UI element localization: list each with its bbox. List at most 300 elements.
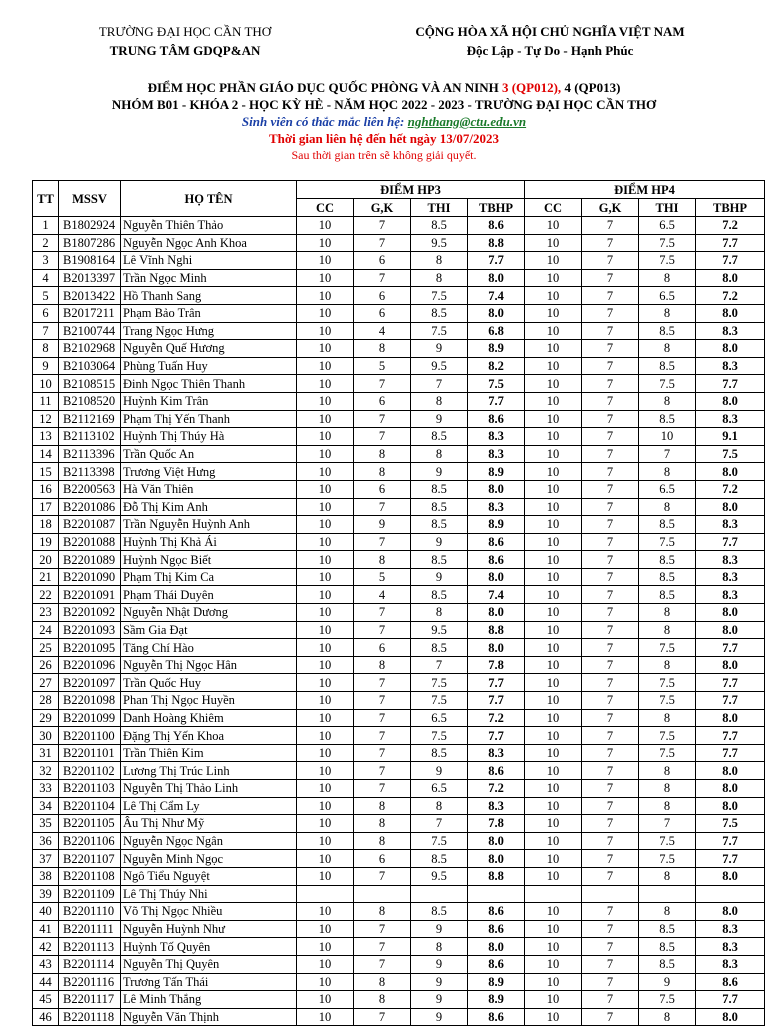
hp4-cc: 10 <box>525 322 582 340</box>
hp4-tbhp: 8.3 <box>696 568 765 586</box>
hp3-gk: 8 <box>354 463 411 481</box>
hp3-tbhp: 8.0 <box>468 568 525 586</box>
hp4-thi: 8 <box>639 304 696 322</box>
student-name: Lê Vĩnh Nghi <box>121 252 297 270</box>
contact-email-link[interactable]: nghthang@ctu.edu.vn <box>407 114 527 129</box>
hp4-thi: 8.5 <box>639 410 696 428</box>
deadline-note: Sau thời gian trên sẽ không giải quyết. <box>291 148 477 162</box>
table-row <box>33 744 765 762</box>
hp3-thi: 8.5 <box>411 551 468 569</box>
hp3-thi: 7 <box>411 656 468 674</box>
hp4-gk: 7 <box>582 797 639 815</box>
table-row <box>33 639 765 657</box>
row-number: 3 <box>33 252 59 270</box>
student-id: B2113398 <box>59 463 121 481</box>
table-row <box>33 815 765 833</box>
hp4-gk: 7 <box>582 234 639 252</box>
student-id: B1802924 <box>59 217 121 235</box>
hp4-thi: 7.5 <box>639 727 696 745</box>
table-row <box>33 392 765 410</box>
hp3-cc: 10 <box>297 375 354 393</box>
hp4-tbhp: 8.0 <box>696 621 765 639</box>
hp3-cc: 10 <box>297 815 354 833</box>
hp4-thi: 8 <box>639 762 696 780</box>
hp4-cc: 10 <box>525 516 582 534</box>
hp4-cc: 10 <box>525 568 582 586</box>
student-name: Tăng Chí Hào <box>121 639 297 657</box>
hp4-cc: 10 <box>525 991 582 1009</box>
hp4-tbhp: 7.7 <box>696 375 765 393</box>
student-name: Sầm Gia Đạt <box>121 621 297 639</box>
hp3-gk: 7 <box>354 604 411 622</box>
hp3-cc: 10 <box>297 287 354 305</box>
hp4-thi: 7.5 <box>639 533 696 551</box>
hp4-tbhp: 8.0 <box>696 1008 765 1026</box>
student-id: B2201107 <box>59 850 121 868</box>
row-number: 31 <box>33 744 59 762</box>
hp3-thi: 9 <box>411 991 468 1009</box>
hp4-tbhp: 8.0 <box>696 604 765 622</box>
student-id: B2201101 <box>59 744 121 762</box>
student-id: B2201118 <box>59 1008 121 1026</box>
hp4-cc: 10 <box>525 375 582 393</box>
hp4-cc: 10 <box>525 533 582 551</box>
hp3-thi: 9.5 <box>411 234 468 252</box>
col-header-name: HỌ TÊN <box>121 181 297 217</box>
student-id: B1908164 <box>59 252 121 270</box>
row-number: 8 <box>33 340 59 358</box>
student-name: Nguyễn Huỳnh Như <box>121 920 297 938</box>
hp4-cc: 10 <box>525 445 582 463</box>
row-number: 12 <box>33 410 59 428</box>
hp4-thi: 10 <box>639 428 696 446</box>
table-row <box>33 498 765 516</box>
hp3-gk: 8 <box>354 551 411 569</box>
hp4-cc: 10 <box>525 744 582 762</box>
student-id: B2201110 <box>59 903 121 921</box>
student-id: B2201116 <box>59 973 121 991</box>
hp4-gk: 7 <box>582 568 639 586</box>
student-id: B2201103 <box>59 780 121 798</box>
student-id: B2108515 <box>59 375 121 393</box>
hp4-tbhp: 8.3 <box>696 516 765 534</box>
hp3-thi: 8 <box>411 604 468 622</box>
hp3-tbhp: 8.0 <box>468 269 525 287</box>
hp3-thi: 9 <box>411 410 468 428</box>
hp3-gk: 7 <box>354 762 411 780</box>
hp4-thi: 6.5 <box>639 287 696 305</box>
hp3-thi: 7 <box>411 375 468 393</box>
student-name: Trương Tấn Thái <box>121 973 297 991</box>
hp3-gk: 8 <box>354 991 411 1009</box>
student-id: B2201099 <box>59 709 121 727</box>
student-id: B2201097 <box>59 674 121 692</box>
hp3-gk: 8 <box>354 973 411 991</box>
hp3-tbhp: 7.7 <box>468 252 525 270</box>
table-row <box>33 357 765 375</box>
hp3-gk: 8 <box>354 832 411 850</box>
hp4-thi: 8.5 <box>639 357 696 375</box>
row-number: 15 <box>33 463 59 481</box>
hp4-tbhp: 7.5 <box>696 445 765 463</box>
hp3-thi: 8.5 <box>411 428 468 446</box>
group-header-hp3: ĐIỂM HP3 <box>297 181 525 199</box>
hp3-thi: 8.5 <box>411 586 468 604</box>
hp3-gk: 7 <box>354 955 411 973</box>
hp4-tbhp: 8.3 <box>696 322 765 340</box>
hp4-thi: 8 <box>639 867 696 885</box>
hp3-gk: 5 <box>354 568 411 586</box>
hp3-tbhp: 8.0 <box>468 480 525 498</box>
hp4-tbhp: 8.3 <box>696 955 765 973</box>
hp4-thi: 6.5 <box>639 217 696 235</box>
hp3-tbhp: 7.4 <box>468 287 525 305</box>
table-row <box>33 234 765 252</box>
hp4-gk: 7 <box>582 604 639 622</box>
hp3-cc: 10 <box>297 252 354 270</box>
hp4-gk: 7 <box>582 375 639 393</box>
sub-col-header: G,K <box>582 199 639 217</box>
hp4-thi: 7.5 <box>639 375 696 393</box>
student-id: B2201093 <box>59 621 121 639</box>
hp3-cc: 10 <box>297 357 354 375</box>
hp3-thi: 8 <box>411 938 468 956</box>
table-row <box>33 832 765 850</box>
hp4-thi: 7.5 <box>639 692 696 710</box>
student-name: Trần Quốc An <box>121 445 297 463</box>
sub-col-header: THI <box>639 199 696 217</box>
hp4-gk: 7 <box>582 463 639 481</box>
table-row <box>33 568 765 586</box>
student-id: B2102968 <box>59 340 121 358</box>
hp3-thi: 7 <box>411 815 468 833</box>
table-row <box>33 375 765 393</box>
row-number: 44 <box>33 973 59 991</box>
student-name: Đặng Thị Yến Khoa <box>121 727 297 745</box>
hp4-thi: 8 <box>639 463 696 481</box>
row-number: 26 <box>33 656 59 674</box>
national-title: CỘNG HÒA XÃ HỘI CHỦ NGHĨA VIỆT NAM <box>415 24 685 39</box>
hp3-cc: 10 <box>297 920 354 938</box>
row-number: 6 <box>33 304 59 322</box>
hp4-cc: 10 <box>525 357 582 375</box>
hp4-cc: 10 <box>525 498 582 516</box>
hp4-cc: 10 <box>525 234 582 252</box>
hp4-thi: 8 <box>639 621 696 639</box>
hp3-thi: 9.5 <box>411 357 468 375</box>
student-name: Nguyễn Quế Hương <box>121 340 297 358</box>
hp4-tbhp: 7.5 <box>696 815 765 833</box>
table-row <box>33 533 765 551</box>
student-name: Nguyễn Ngọc Ngân <box>121 832 297 850</box>
hp3-tbhp: 8.0 <box>468 832 525 850</box>
title-part-1: ĐIỂM HỌC PHẦN GIÁO DỤC QUỐC PHÒNG VÀ AN NINH <box>147 80 502 95</box>
hp4-thi: 7.5 <box>639 252 696 270</box>
hp3-gk: 7 <box>354 375 411 393</box>
hp3-cc: 10 <box>297 586 354 604</box>
hp4-tbhp: 8.0 <box>696 269 765 287</box>
hp4-tbhp: 8.3 <box>696 586 765 604</box>
row-number: 7 <box>33 322 59 340</box>
hp3-tbhp: 8.6 <box>468 217 525 235</box>
hp4-thi: 8 <box>639 656 696 674</box>
table-row <box>33 674 765 692</box>
hp4-tbhp: 7.7 <box>696 252 765 270</box>
hp3-tbhp: 8.8 <box>468 234 525 252</box>
student-id: B2017211 <box>59 304 121 322</box>
hp4-cc: 10 <box>525 955 582 973</box>
hp3-tbhp: 8.0 <box>468 850 525 868</box>
hp3-cc: 10 <box>297 516 354 534</box>
student-name: Lê Thị Cẩm Ly <box>121 797 297 815</box>
hp4-gk: 7 <box>582 780 639 798</box>
group-header-hp4: ĐIỂM HP4 <box>525 181 765 199</box>
hp4-gk: 7 <box>582 744 639 762</box>
hp4-thi <box>639 885 696 903</box>
student-id: B2201106 <box>59 832 121 850</box>
hp4-thi: 8 <box>639 903 696 921</box>
hp4-gk: 7 <box>582 340 639 358</box>
row-number: 34 <box>33 797 59 815</box>
table-row <box>33 656 765 674</box>
table-row <box>33 480 765 498</box>
hp3-gk: 6 <box>354 392 411 410</box>
hp4-cc: 10 <box>525 709 582 727</box>
hp3-thi: 8 <box>411 269 468 287</box>
hp4-gk: 7 <box>582 322 639 340</box>
hp3-cc: 10 <box>297 973 354 991</box>
hp4-thi: 8 <box>639 1008 696 1026</box>
row-number: 36 <box>33 832 59 850</box>
student-name: Lương Thị Trúc Linh <box>121 762 297 780</box>
hp3-cc: 10 <box>297 832 354 850</box>
student-id: B2200563 <box>59 480 121 498</box>
student-name: Lê Minh Thắng <box>121 991 297 1009</box>
table-row <box>33 252 765 270</box>
hp3-cc: 10 <box>297 709 354 727</box>
hp4-tbhp: 8.3 <box>696 410 765 428</box>
hp3-cc: 10 <box>297 392 354 410</box>
table-row <box>33 850 765 868</box>
row-number: 30 <box>33 727 59 745</box>
hp3-thi: 9 <box>411 955 468 973</box>
hp4-gk: 7 <box>582 903 639 921</box>
hp4-thi: 8 <box>639 340 696 358</box>
hp3-tbhp: 8.6 <box>468 551 525 569</box>
table-row <box>33 867 765 885</box>
student-name: Trần Quốc Huy <box>121 674 297 692</box>
table-row <box>33 551 765 569</box>
student-id: B2201102 <box>59 762 121 780</box>
table-row <box>33 304 765 322</box>
hp3-gk: 7 <box>354 709 411 727</box>
hp4-tbhp: 8.0 <box>696 498 765 516</box>
sub-col-header: TBHP <box>468 199 525 217</box>
hp4-tbhp: 8.0 <box>696 304 765 322</box>
hp4-cc: 10 <box>525 340 582 358</box>
hp4-tbhp: 7.2 <box>696 287 765 305</box>
hp4-cc: 10 <box>525 621 582 639</box>
hp4-tbhp: 8.3 <box>696 357 765 375</box>
hp3-cc: 10 <box>297 304 354 322</box>
hp3-thi: 9 <box>411 973 468 991</box>
row-number: 16 <box>33 480 59 498</box>
hp3-tbhp: 7.7 <box>468 692 525 710</box>
hp3-thi: 8.5 <box>411 480 468 498</box>
hp3-tbhp: 8.6 <box>468 903 525 921</box>
hp3-cc: 10 <box>297 568 354 586</box>
hp3-thi: 7.5 <box>411 674 468 692</box>
student-name: Huỳnh Thị Thúy Hà <box>121 428 297 446</box>
student-name: Huỳnh Tố Quyên <box>121 938 297 956</box>
student-name: Nguyễn Nhật Dương <box>121 604 297 622</box>
hp3-gk: 7 <box>354 867 411 885</box>
row-number: 10 <box>33 375 59 393</box>
hp3-tbhp: 7.5 <box>468 375 525 393</box>
hp4-gk: 7 <box>582 217 639 235</box>
student-id: B2201086 <box>59 498 121 516</box>
table-row <box>33 586 765 604</box>
hp4-gk: 7 <box>582 410 639 428</box>
student-name: Ngô Tiểu Nguyệt <box>121 867 297 885</box>
hp4-gk: 7 <box>582 973 639 991</box>
student-id: B2201105 <box>59 815 121 833</box>
hp4-tbhp: 8.0 <box>696 867 765 885</box>
hp3-thi: 9 <box>411 463 468 481</box>
hp3-thi: 8.5 <box>411 850 468 868</box>
hp4-thi: 8 <box>639 269 696 287</box>
hp3-gk: 7 <box>354 621 411 639</box>
hp3-tbhp: 8.6 <box>468 410 525 428</box>
hp3-cc: 10 <box>297 938 354 956</box>
row-number: 19 <box>33 533 59 551</box>
hp4-thi: 7.5 <box>639 639 696 657</box>
hp4-thi: 8.5 <box>639 586 696 604</box>
hp3-gk: 7 <box>354 938 411 956</box>
hp3-gk: 8 <box>354 797 411 815</box>
hp4-cc: 10 <box>525 604 582 622</box>
student-name: Nguyễn Thiên Thảo <box>121 217 297 235</box>
hp3-cc: 10 <box>297 867 354 885</box>
hp4-cc: 10 <box>525 639 582 657</box>
student-id: B2113102 <box>59 428 121 446</box>
institution-header <box>60 22 310 60</box>
col-header-tt: TT <box>33 181 59 217</box>
hp3-tbhp: 8.8 <box>468 867 525 885</box>
hp4-thi: 7.5 <box>639 832 696 850</box>
hp3-tbhp: 8.6 <box>468 920 525 938</box>
hp3-gk: 6 <box>354 639 411 657</box>
student-id: B2201117 <box>59 991 121 1009</box>
student-id: B2201108 <box>59 867 121 885</box>
student-name: Trang Ngọc Hưng <box>121 322 297 340</box>
hp3-cc: 10 <box>297 656 354 674</box>
row-number: 23 <box>33 604 59 622</box>
hp3-tbhp: 8.0 <box>468 639 525 657</box>
student-id: B2201104 <box>59 797 121 815</box>
hp4-gk: 7 <box>582 357 639 375</box>
student-name: Huỳnh Thị Khả Ái <box>121 533 297 551</box>
student-name: Danh Hoàng Khiêm <box>121 709 297 727</box>
table-row <box>33 621 765 639</box>
hp4-cc: 10 <box>525 973 582 991</box>
row-number: 33 <box>33 780 59 798</box>
hp3-tbhp: 8.9 <box>468 973 525 991</box>
hp4-cc: 10 <box>525 586 582 604</box>
hp4-cc <box>525 885 582 903</box>
student-id: B2013397 <box>59 269 121 287</box>
table-row <box>33 692 765 710</box>
student-id: B2013422 <box>59 287 121 305</box>
hp4-gk: 7 <box>582 1008 639 1026</box>
hp3-gk: 6 <box>354 252 411 270</box>
student-name: Nguyễn Thị Ngọc Hân <box>121 656 297 674</box>
row-number: 41 <box>33 920 59 938</box>
row-number: 18 <box>33 516 59 534</box>
hp4-cc: 10 <box>525 797 582 815</box>
hp4-gk: 7 <box>582 955 639 973</box>
hp4-gk: 7 <box>582 428 639 446</box>
hp4-gk: 7 <box>582 656 639 674</box>
student-name: Phạm Bảo Trân <box>121 304 297 322</box>
hp3-cc: 10 <box>297 340 354 358</box>
hp3-thi: 8.5 <box>411 639 468 657</box>
hp4-gk: 7 <box>582 938 639 956</box>
hp3-cc: 10 <box>297 217 354 235</box>
student-name: Nguyễn Thị Thảo Linh <box>121 780 297 798</box>
center-name: TRUNG TÂM GDQP&AN <box>109 43 261 58</box>
hp3-cc: 10 <box>297 480 354 498</box>
hp4-gk: 7 <box>582 850 639 868</box>
sub-col-header: G,K <box>354 199 411 217</box>
hp4-gk: 7 <box>582 639 639 657</box>
hp3-cc: 10 <box>297 674 354 692</box>
hp3-cc: 10 <box>297 903 354 921</box>
hp4-cc: 10 <box>525 674 582 692</box>
row-number: 25 <box>33 639 59 657</box>
hp4-cc: 10 <box>525 656 582 674</box>
hp3-cc: 10 <box>297 991 354 1009</box>
grades-table <box>32 180 765 1026</box>
table-row <box>33 445 765 463</box>
hp4-cc: 10 <box>525 480 582 498</box>
hp4-thi: 8.5 <box>639 551 696 569</box>
hp3-gk: 7 <box>354 498 411 516</box>
hp3-thi: 8 <box>411 445 468 463</box>
row-number: 37 <box>33 850 59 868</box>
student-name: Phạm Thị Yến Thanh <box>121 410 297 428</box>
row-number: 4 <box>33 269 59 287</box>
hp3-cc: 10 <box>297 410 354 428</box>
hp4-gk: 7 <box>582 920 639 938</box>
hp3-gk: 7 <box>354 217 411 235</box>
hp3-thi: 8.5 <box>411 304 468 322</box>
table-row <box>33 727 765 745</box>
hp4-thi: 8.5 <box>639 322 696 340</box>
hp3-cc: 10 <box>297 463 354 481</box>
hp4-cc: 10 <box>525 304 582 322</box>
row-number: 42 <box>33 938 59 956</box>
hp3-gk: 8 <box>354 340 411 358</box>
row-number: 32 <box>33 762 59 780</box>
hp3-tbhp: 8.3 <box>468 445 525 463</box>
hp4-tbhp: 7.7 <box>696 234 765 252</box>
hp3-thi: 8 <box>411 797 468 815</box>
hp3-thi: 8.5 <box>411 217 468 235</box>
hp3-tbhp: 7.7 <box>468 392 525 410</box>
hp4-tbhp: 8.6 <box>696 973 765 991</box>
hp4-gk: 7 <box>582 832 639 850</box>
